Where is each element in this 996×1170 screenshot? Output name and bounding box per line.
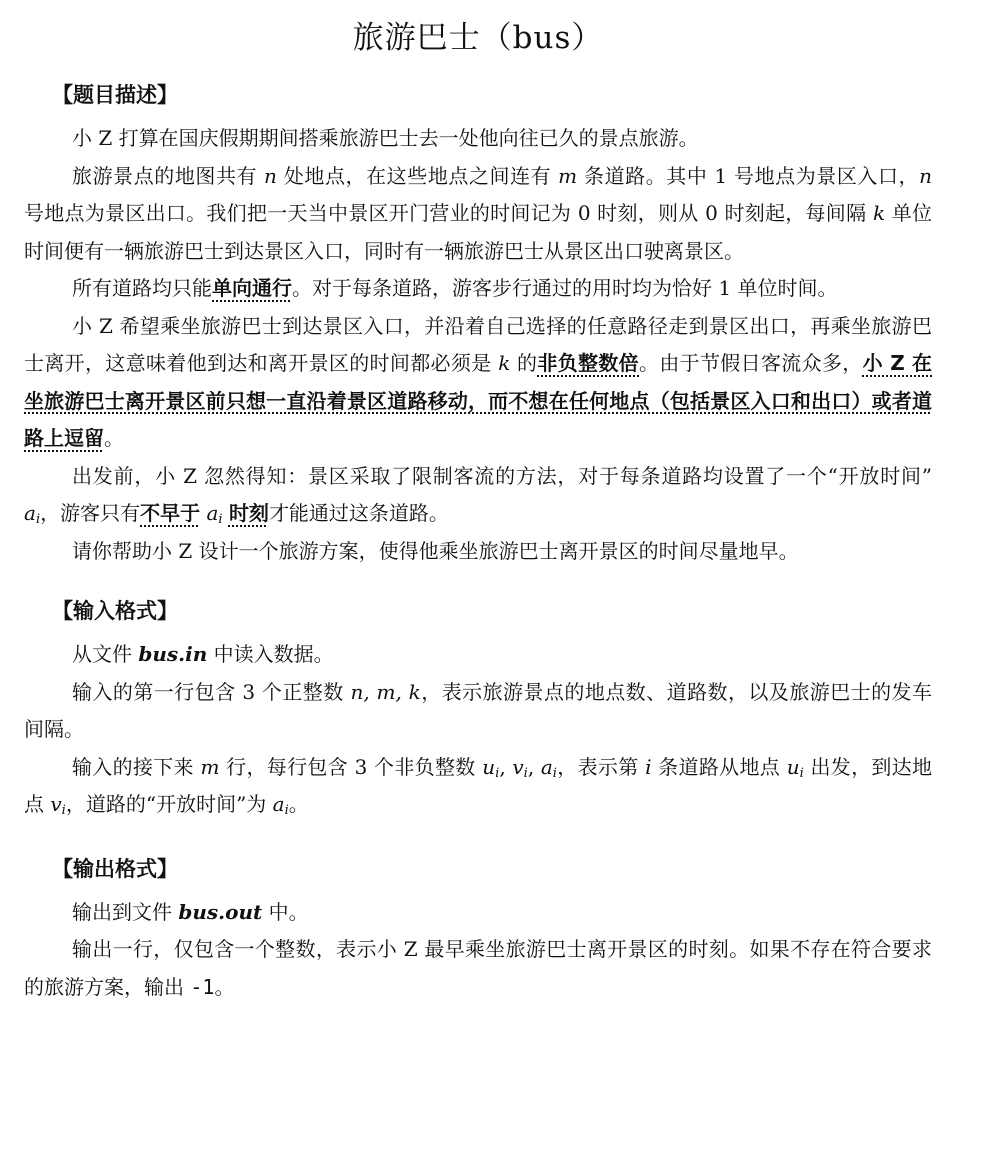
input-paragraph-1: 从文件 bus.in 中读入数据。 [72, 642, 334, 666]
math-var: a [206, 501, 219, 525]
output-paragraph-2: 输出一行，仅包含一个整数，表示小 Z 最早乘坐旅游巴士离开景区的时刻。如果不存在符合要求的旅游方案，输出 -1。 [24, 937, 932, 999]
math-subscript: i [552, 765, 557, 781]
math-var: n, m, k [350, 679, 421, 704]
math-subscript: i [799, 765, 804, 781]
output-section [24, 894, 932, 1007]
emphasis-text: 单向通行 [212, 276, 292, 300]
math-var: m [200, 754, 220, 779]
math-subscript: i [35, 512, 41, 527]
math-var: a [24, 501, 36, 525]
input-paragraph-3: 输入的接下来 m 行，每行包含 3 个非负整数 $u_i$, $v_i$, $a_i$，表示第 i 条道路从地点 $u_i$ 出发，到达地点 $v_i$，道路的“开放时间”为 $a_i$。 [24, 754, 933, 818]
math-var: n [919, 163, 933, 188]
output-heading: 【输出格式】 [52, 856, 178, 881]
input-section [24, 636, 932, 824]
math-var: k [498, 351, 511, 375]
emphasis-text: 小 Z 在坐旅游巴士离开景区前只想一直沿着景区道路移动，而不想在任何地点（包括景区入口和出口）或者道路上逗留 [24, 351, 933, 450]
math-var: i [645, 754, 652, 779]
math-var: v [512, 754, 524, 779]
emphasis-text: 非负整数倍 [537, 351, 639, 375]
math-var: a [540, 754, 553, 779]
math-var: a [272, 792, 285, 816]
emphasis-text: 时刻 [228, 501, 269, 525]
description-paragraph-3: 所有道路均只能单向通行。对于每条道路，游客步行通过的用时均为恰好 1 单位时间。 [72, 276, 838, 300]
math-subscript: i [284, 803, 289, 818]
output-filename: bus.out [178, 899, 263, 924]
input-filename: bus.in [138, 642, 208, 666]
page-title: 旅游巴士（bus） [352, 20, 604, 56]
description-heading: 【题目描述】 [52, 83, 178, 107]
math-subscript: i [218, 512, 223, 527]
description-section [24, 120, 932, 570]
emphasis-text: 不早于 [140, 501, 201, 525]
description-paragraph-4: 小 Z 希望乘坐旅游巴士到达景区入口，并沿着自己选择的任意路径走到景区出口，再乘坐旅游巴士离开，这意味着他到达和离开景区的时间都必须是 k 的非负整数倍。由于节假日客流众多，小 Z 在坐旅游巴士离开景区前只想一直沿着景区道路移动，而不想在任何地点（包括景区入口和出口）或者道路上逗留。 [24, 313, 933, 450]
math-var: u [786, 754, 800, 779]
description-paragraph-6: 请你帮助小 Z 设计一个旅游方案，使得他乘坐旅游巴士离开景区的时间尽量地早。 [72, 538, 799, 563]
input-heading: 【输入格式】 [52, 599, 178, 623]
math-var: k [872, 201, 886, 225]
math-var: n [264, 163, 277, 188]
math-var: u [482, 754, 496, 779]
math-var: m [558, 163, 578, 188]
math-subscript: i [495, 765, 500, 781]
math-subscript: i [61, 803, 66, 818]
description-paragraph-1: 小 Z 打算在国庆假期期间搭乘旅游巴士去一处他向往已久的景点旅游。 [72, 126, 699, 150]
code-value: -1 [190, 974, 215, 999]
description-paragraph-2: 旅游景点的地图共有 n 处地点，在这些地点之间连有 m 条道路。其中 1 号地点为景区入口，n 号地点为景区出口。我们把一天当中景区开门营业的时间记为 0 时刻，则从 0 时刻起，每间隔 k 单位时间便有一辆旅游巴士到达景区入口，同时有一辆旅游巴士从景区出口驶离景区。 [24, 163, 933, 263]
description-paragraph-5: 出发前，小 Z 忽然得知：景区采取了限制客流的方法，对于每条道路均设置了一个“开放时间” $a_i$，游客只有不早于 $a_i$ 时刻才能通过这条道路。 [24, 463, 932, 527]
math-subscript: i [523, 765, 528, 781]
input-paragraph-2: 输入的第一行包含 3 个正整数 n, m, k，表示旅游景点的地点数、道路数，以及旅游巴士的发车间隔。 [24, 679, 933, 741]
math-var: v [50, 792, 62, 816]
output-paragraph-1: 输出到文件 bus.out 中。 [72, 899, 309, 924]
